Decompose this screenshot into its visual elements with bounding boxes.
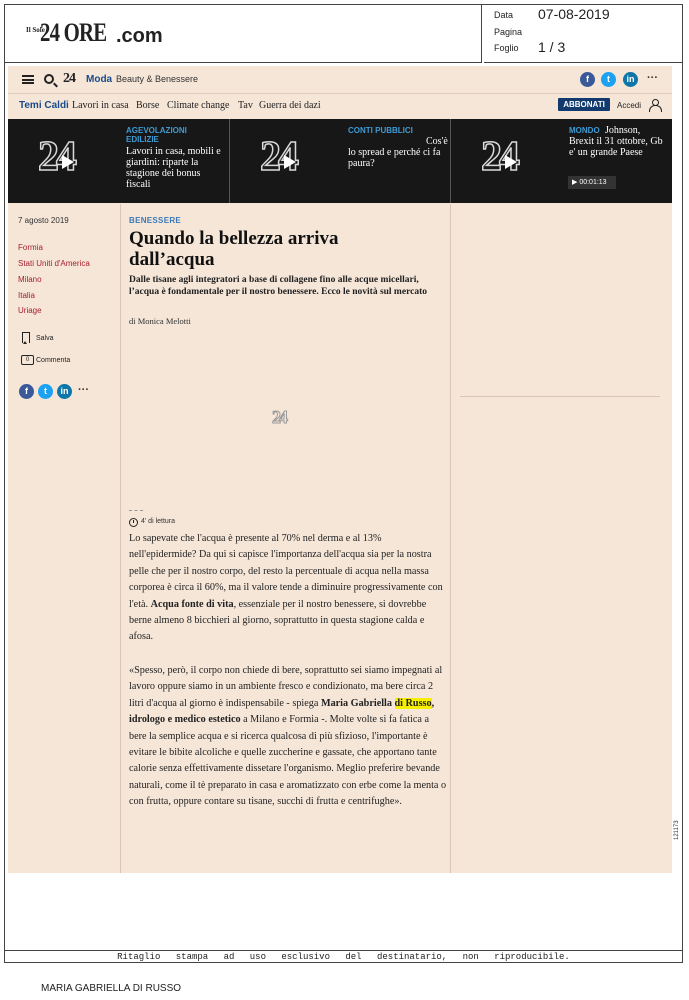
video-thumbnail[interactable] — [471, 129, 551, 193]
website-capture — [8, 66, 672, 873]
subject-name: MARIA GABRIELLA DI RUSSO — [41, 983, 182, 994]
menu-icon[interactable] — [22, 75, 34, 84]
article-summary: Dalle tisane agli integratori a base di collagene fino alle acque micellari, l’acqua è fondamentale per il nostro benessere. Ecco le novità sul mercato — [129, 275, 427, 297]
article-byline: di Monica Melotti — [129, 316, 191, 326]
twitter-icon[interactable]: t — [38, 384, 53, 399]
video-card[interactable] — [450, 119, 671, 203]
comment-button[interactable]: Commenta — [36, 357, 71, 364]
linkedin-icon[interactable]: in — [623, 72, 638, 87]
video-card[interactable] — [8, 119, 229, 203]
article-paragraph: Lo sapevate che l'acqua è presente al 70% nel derma e al 13% nell'epidermide? Da qui si capisce l'importanza dell'acqua sia per la nostra pelle che per il nostro corpo, del resto la percentuale di acqua nella massa corporea è circa il 60%, ma il valore tende a diminuire progressivamente con l'età. Acqua fonte di vita, essenziale per il nostro benessere, si dovrebbe berne almeno 8 bicchieri al giorno, soprattutto in questa stagione calda e afosa. — [129, 533, 443, 643]
twitter-icon[interactable]: t — [601, 72, 616, 87]
thumbnail-logo: 24 — [38, 134, 74, 180]
bold-phrase: Acqua fonte di vita — [150, 598, 234, 610]
tag-link[interactable]: Stati Uniti d'America — [18, 259, 90, 268]
tag-link[interactable]: Formia — [18, 243, 43, 252]
video-thumbnail[interactable] — [250, 129, 330, 193]
nav-item-lavori[interactable]: Lavori in casa — [72, 100, 129, 111]
read-time: 4' di lettura — [141, 518, 176, 525]
facebook-icon[interactable]: f — [19, 384, 34, 399]
more-icon[interactable]: ··· — [78, 384, 89, 396]
search-icon[interactable] — [44, 74, 54, 84]
more-icon[interactable]: ··· — [647, 72, 658, 84]
save-button[interactable]: Salva — [36, 335, 54, 342]
sheet-label: Foglio — [494, 43, 519, 53]
tag-link[interactable]: Milano — [18, 275, 42, 284]
media-placeholder-logo[interactable]: 24 — [272, 407, 286, 427]
nav-temi-caldi[interactable]: Temi Caldi — [19, 100, 69, 111]
video-thumbnail[interactable] — [28, 129, 108, 193]
nav-item-dazi[interactable]: Guerra dei dazi — [259, 100, 321, 111]
article-kicker[interactable]: BENESSERE — [129, 216, 182, 225]
logo-24-ore: 24 ORE — [40, 18, 107, 47]
logo-dot-com: .com — [116, 25, 163, 47]
video-title[interactable]: Lavori in casa, mobili e giardini: riparte la stagione dei bonus fiscali — [126, 146, 221, 190]
article-title: Quando la bellezza arriva dall’acqua — [129, 228, 339, 270]
nav-item-tav[interactable]: Tav — [238, 100, 253, 111]
video-category: MONDO — [569, 126, 600, 135]
play-icon[interactable] — [505, 155, 517, 169]
copyright-notice: Ritaglio stampa ad uso esclusivo del destinatario, non riproducibile. — [4, 950, 683, 963]
section-name[interactable]: Moda — [86, 74, 113, 85]
play-icon[interactable] — [284, 155, 296, 169]
page-label: Pagina — [494, 27, 523, 37]
expert-role: , idrologo e medico estetico — [129, 697, 435, 726]
media-caption-dots — [129, 510, 143, 511]
sidebar-divider — [460, 396, 660, 397]
play-icon[interactable] — [62, 155, 74, 169]
bookmark-icon[interactable] — [22, 332, 30, 343]
thumbnail-logo: 24 — [481, 134, 517, 180]
site-logo[interactable]: 24 — [63, 71, 75, 86]
video-category: CONTI PUBBLICI — [348, 126, 413, 135]
nav-item-borse[interactable]: Borse — [136, 100, 160, 111]
user-icon[interactable] — [649, 99, 660, 111]
subscribe-button[interactable]: ABBONATI — [558, 98, 610, 111]
video-title[interactable]: Cos'è lo spread e perché ci fa paura? — [348, 136, 448, 169]
article-paragraph: «Spesso, però, il corpo non chiede di bere, soprattutto sei siamo impegnati al lavoro oppure siamo in un ambiente fresco e condizionato, ma bere circa 2 litri d'acqua al giorno è indispensabile - spiega Maria Gabriella di Russo, idrologo e medico estetico a Milano e Formia -. Molte volte si fa fatica a bere la semplice acqua e si ricerca qualcosa di più sfizioso, l'importante è evitare le bibite alcoliche e quelle zuccherine e gassate, che apportano tante calorie senza effettivamente dissetare l'organismo. Meglio preferire bevande naturali, come il tè preparato in casa e aromatizzato con erbe come la menta o con frutta, oppure contare su tisane, succhi di frutta e centrifughe». — [129, 665, 447, 808]
subsection-name[interactable]: Beauty & Benessere — [116, 74, 199, 84]
sheet-value: 1 / 3 — [538, 39, 566, 55]
highlighted-surname: di Russo — [394, 697, 432, 709]
video-title[interactable]: Johnson, Brexit il 31 ottobre, Gb e' un grande Paese — [569, 125, 663, 158]
date-value: 07-08-2019 — [538, 6, 610, 22]
logo-il-sole: Il Sole — [26, 26, 45, 34]
column-divider — [450, 204, 451, 873]
facebook-icon[interactable]: f — [580, 72, 595, 87]
tag-link[interactable]: Italia — [18, 291, 35, 300]
nav-item-climate[interactable]: Climate change — [167, 100, 230, 111]
expert-name: Maria Gabriella — [320, 697, 395, 709]
linkedin-icon[interactable]: in — [57, 384, 72, 399]
video-carousel — [8, 119, 672, 203]
date-label: Data — [494, 10, 514, 20]
clock-icon — [129, 518, 138, 527]
video-category: AGEVOLAZIONI EDILIZIE — [126, 126, 187, 144]
top-bar — [8, 66, 672, 94]
side-code: 121173 — [674, 820, 680, 840]
login-link[interactable]: Accedi — [617, 101, 642, 110]
article-date: 7 agosto 2019 — [18, 216, 69, 225]
column-divider — [120, 204, 121, 873]
tag-link[interactable]: Uriage — [18, 306, 42, 315]
thumbnail-logo: 24 — [260, 134, 296, 180]
video-card[interactable] — [229, 119, 450, 203]
video-duration[interactable]: ▶ 00:01:13 — [568, 176, 616, 189]
comment-icon[interactable]: 0 — [21, 355, 34, 365]
